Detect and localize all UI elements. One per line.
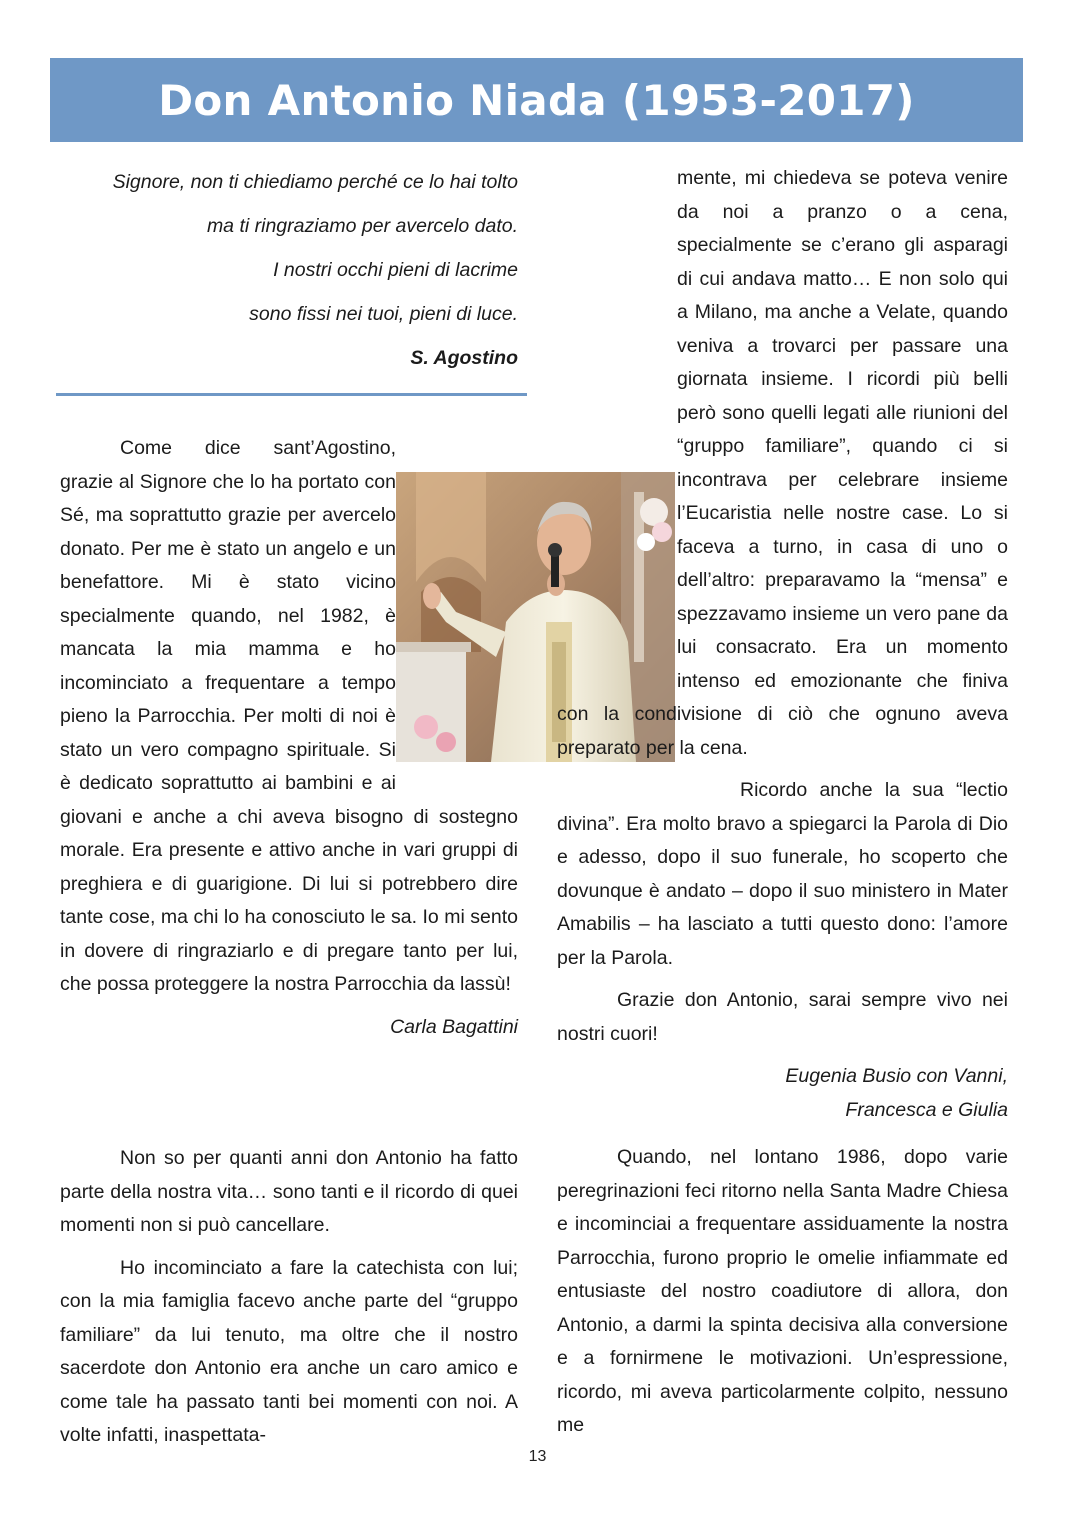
- page-number: 13: [528, 1448, 547, 1465]
- article-paragraph: Quando, nel lontano 1986, dopo varie peregrinazioni feci ritorno nella Santa Madre Chiesa e incominciai a frequentare assiduamente la nostra Parrocchia, furono proprio le omelie infiammate ed entusiaste del nostro coadiutore di allora, don Antonio, a darmi la spinta decisiva alla conversione e a fornirmene le motivazioni. Un’espressione, ricordo, mi aveva particolarmente colpito, nessuno me: [557, 1146, 1008, 1436]
- article-third: [557, 1141, 1008, 1444]
- quote-line: Signore, non ti chiediamo perché ce lo hai tolto: [112, 171, 518, 193]
- article-paragraph: Grazie don Antonio, sarai sempre vivo nei nostri cuori!: [557, 989, 1008, 1045]
- article-eugenia-part2: [557, 162, 1008, 1127]
- quote-line: sono fissi nei tuoi, pieni di luce.: [249, 303, 518, 325]
- article-paragraph: Non so per quanti anni don Antonio ha fatto parte della nostra vita… sono tanti e il ricordo di quei momenti non si può cancellare.: [60, 1147, 518, 1236]
- signature-eugenia-2: Francesca e Giulia: [845, 1098, 1008, 1121]
- quote-line: ma ti ringraziamo per avercelo dato.: [206, 215, 518, 237]
- page-title: Don Antonio Niada (1953-2017): [158, 75, 915, 125]
- signature-carla: Carla Bagattini: [390, 1015, 518, 1038]
- article-carla: [60, 432, 518, 1044]
- quote-line: I nostri occhi pieni di lacrime: [273, 259, 518, 281]
- article-paragraph: Ricordo anche la sua “lectio divina”. Era molto bravo a spiegarci la Parola di Dio e adesso, dopo il suo funerale, ho scoperto che dovunque è andato – dopo il suo ministero in Mater Amabilis – ha lasciato a tutti questo dono: l’amore per la Parola.: [557, 779, 1008, 969]
- photo-wrap-space: [555, 464, 677, 682]
- signature-eugenia-1: Eugenia Busio con Vanni,: [785, 1065, 1008, 1087]
- paragraph-text: Come dice sant’Agostino, grazie al Signore che lo ha portato con Sé, ma soprattutto grazie per avercelo donato. Per me è stato un angelo e un benefattore. Mi è stato vicino specialmente quando, nel 1982, è mancata la mia mamma e ho incominciato a frequentare a tempo pieno la Parrocchia. Per molti di noi è stato un vero compagno spirituale. Si è dedicato soprattutto ai bambini e ai giovani e anche a chi aveva bisogno di sostegno morale. Era presente e attivo anche in vari gruppi di preghiera e di guarigione. Di lui si potrebbero dire tante cose, ma chi lo ha conosciuto le sa. Io mi sento in dovere di ringraziarlo e di pregare tanto per lui, che possa proteggere la nostra Parrocchia da lassù!: [60, 437, 518, 995]
- opening-quote: [60, 160, 518, 380]
- article-paragraph-continued-b: mente, mi chiedeva se poteva venire da noi a pranzo o a cena, specialmente se c’erano gli asparagi di cui andava matto… E non solo qui a Milano, ma anche a Velate, quando veniva a trovarci per passare una giornata insieme. I ricordi più belli però sono quelli legati alle riunioni del “gruppo familiare”, quando ci si incontrava per celebrare insieme l’Eucaristia nelle nostre case. Lo si faceva a turno, in casa di uno o dell’altro: preparavamo la “mensa” e spezzavamo insieme un vero pane da lui consacrato. Era un momento intenso ed emozionante che finiva con la condivisione di ciò che ognuno aveva preparato per la cena.: [557, 167, 1008, 759]
- article-eugenia-part1: [60, 1142, 518, 1470]
- photo-wrap-space: [396, 464, 518, 782]
- quote-author: S. Agostino: [410, 347, 518, 369]
- article-paragraph-continued-a: Ho incominciato a fare la catechista con lui; con la mia famiglia facevo anche parte del “gruppo familiare” da lui tenuto, ma oltre che il nostro sacerdote don Antonio era anche un caro amico e come tale ha passato tanti bei momenti con noi. A volte infatti, inaspettata-: [60, 1256, 518, 1446]
- divider-line: [56, 393, 527, 396]
- title-banner: [50, 58, 1023, 142]
- article-paragraph: [60, 432, 518, 1002]
